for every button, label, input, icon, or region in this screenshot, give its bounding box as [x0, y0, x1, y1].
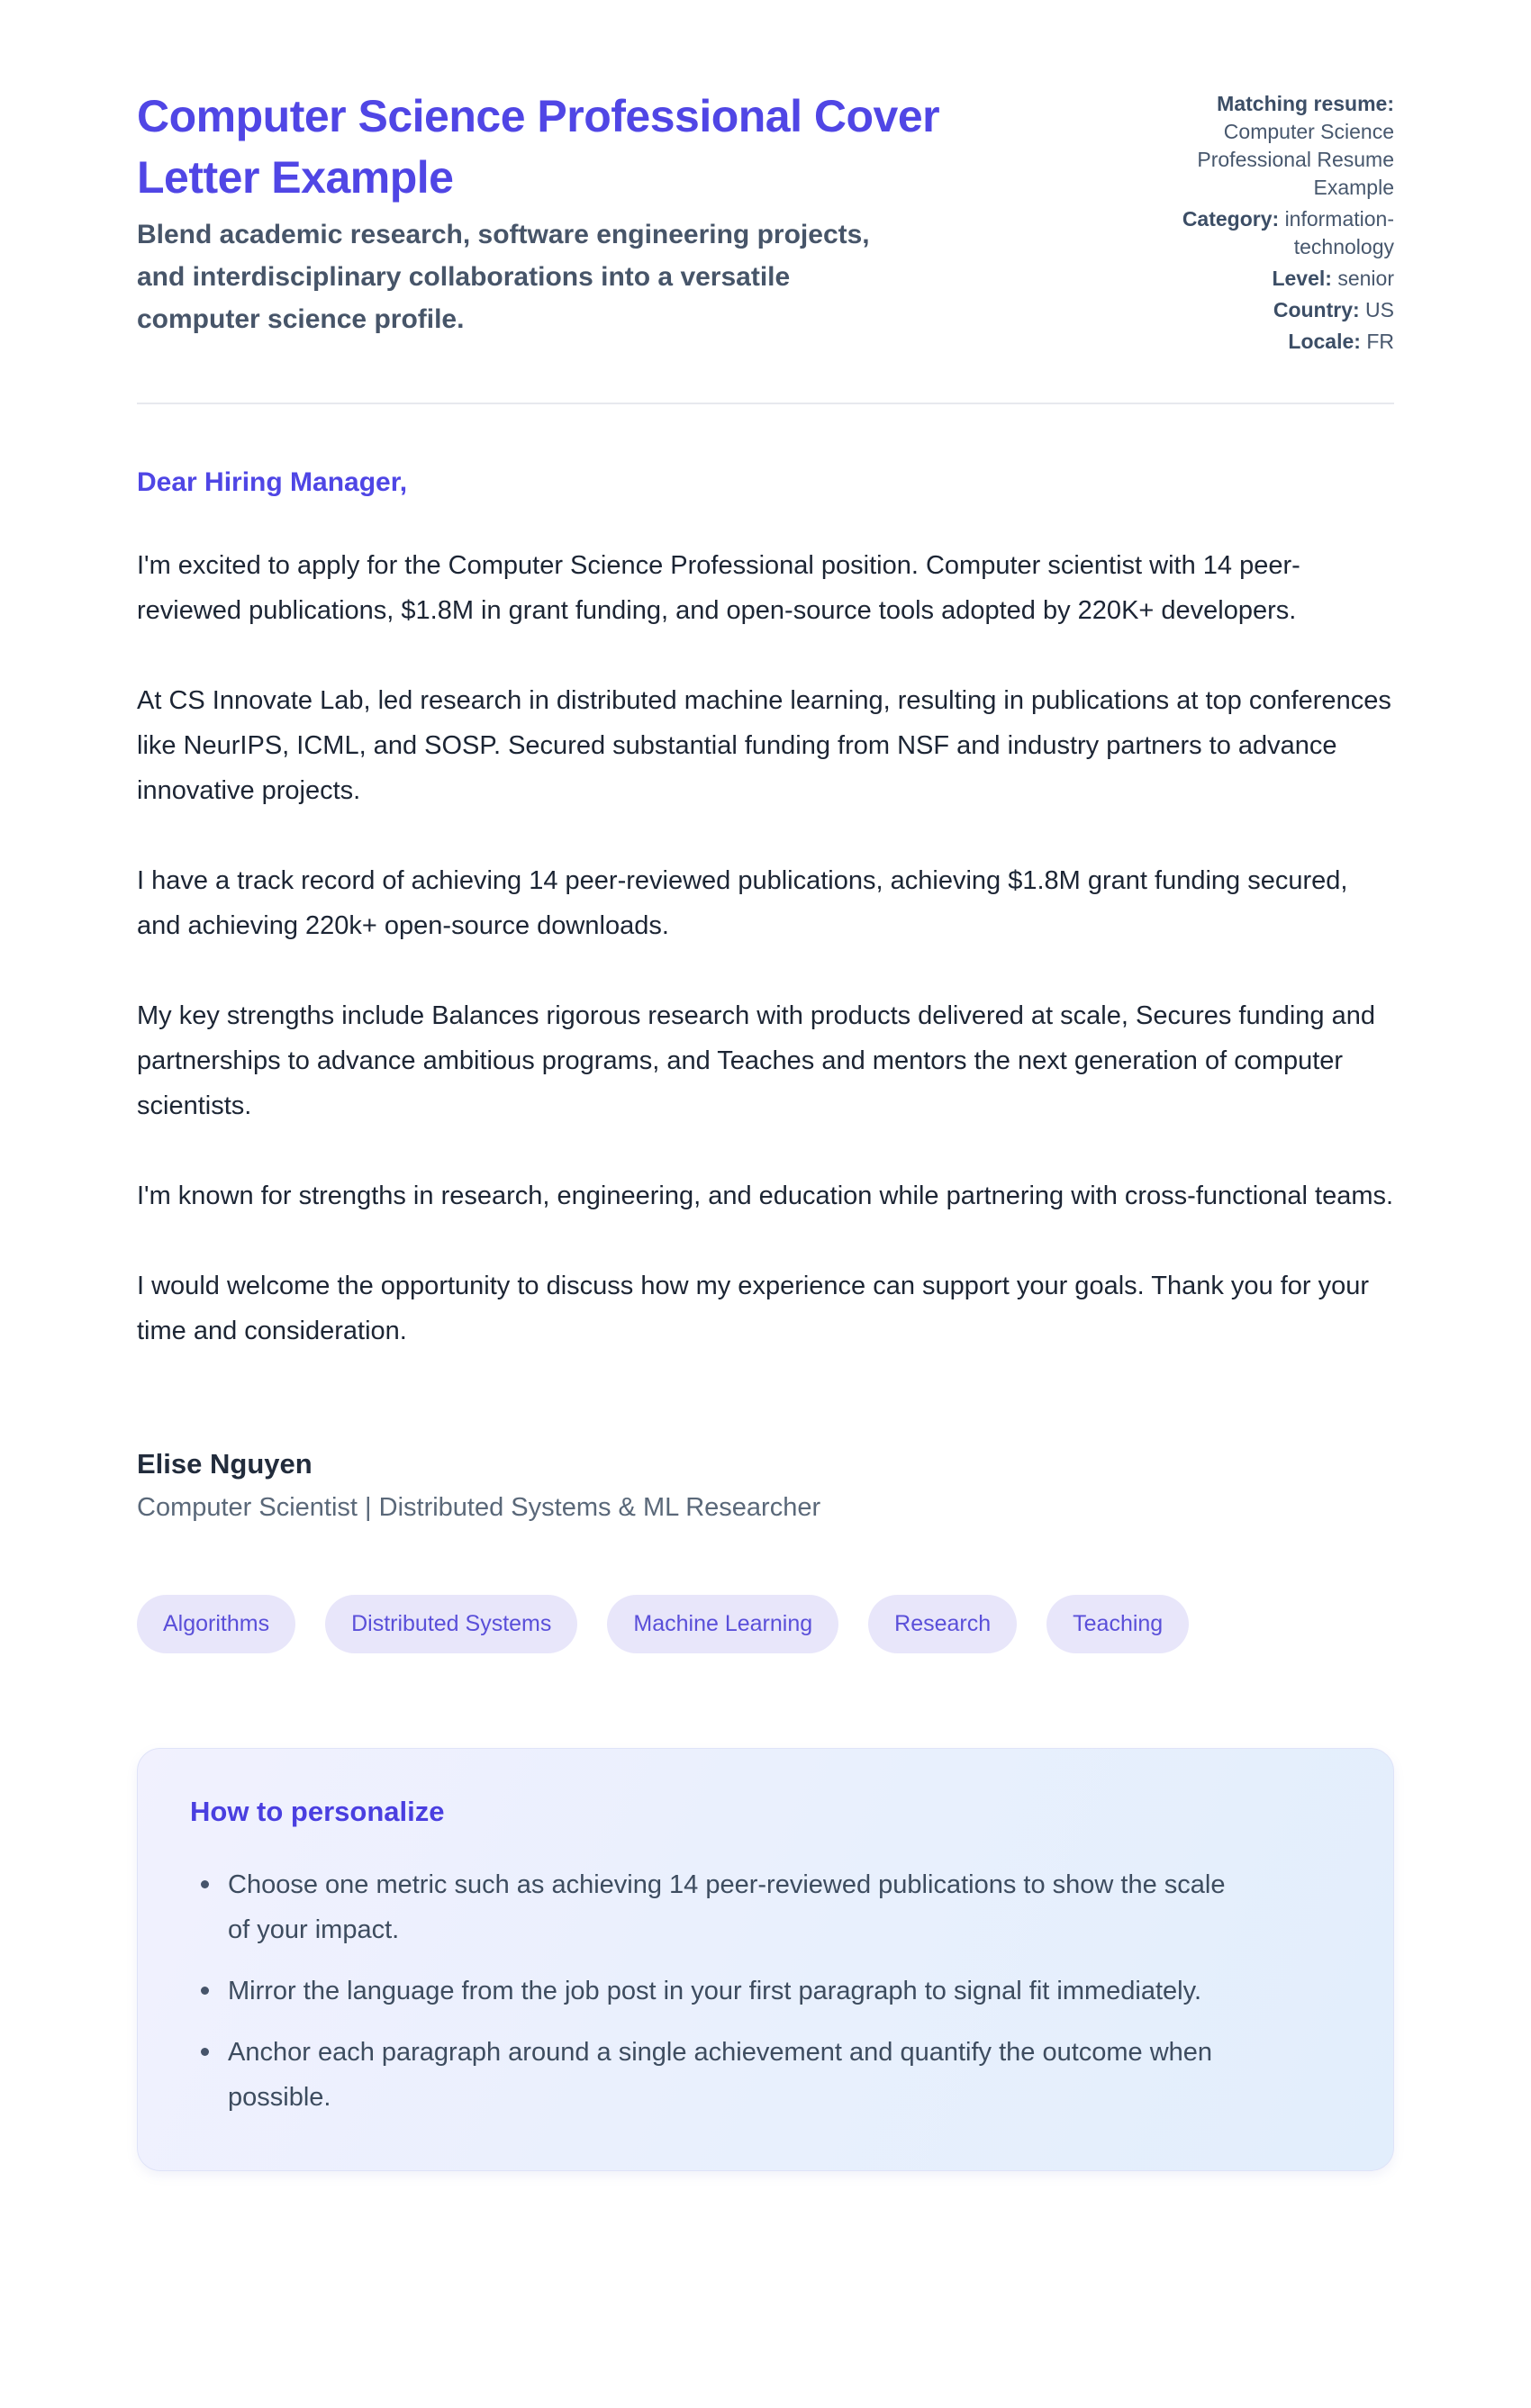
personalize-list — [190, 1862, 1341, 2120]
personalize-tip-2: Mirror the language from the job post in your first paragraph to signal fit immediately. — [190, 1969, 1253, 2014]
personalize-title: How to personalize — [190, 1796, 445, 1827]
letter-paragraph-4: My key strengths include Balances rigorous research with products delivered at scale, Secures funding and partnerships to advance ambitious programs, and Teaches and mentors the next generation of computer scientists. — [137, 1001, 1376, 1120]
meta-label: Level: — [1272, 267, 1332, 290]
header-divider — [137, 403, 1394, 404]
meta-level — [1124, 265, 1394, 293]
meta-matching-resume — [1124, 90, 1394, 202]
tag-chip-teaching[interactable]: Teaching — [1046, 1595, 1189, 1653]
letter-paragraph-1: I'm excited to apply for the Computer Science Professional position. Computer scientist with 14 peer-reviewed publications, $1.8M in grant funding, and open-source tools adopted by 220K+ developers. — [137, 551, 1300, 625]
meta-country — [1124, 296, 1394, 324]
tag-list — [137, 1595, 1394, 1653]
page-subtitle: Blend academic research, software engineering projects, and interdisciplinary collaborations into a versatile computer science profile. — [137, 220, 870, 334]
personalize-tip-1: Choose one metric such as achieving 14 peer-reviewed publications to show the scale of your impact. — [190, 1862, 1253, 1952]
letter-paragraph-5: I'm known for strengths in research, engineering, and education while partnering with cross-functional teams. — [137, 1181, 1394, 1210]
letter-paragraph-2: At CS Innovate Lab, led research in distributed machine learning, resulting in publications at top conferences like NeurIPS, ICML, and SOSP. Secured substantial funding from NSF and industry partners to advance innovative projects. — [137, 686, 1391, 805]
signature-role: Computer Scientist | Distributed Systems & ML Researcher — [137, 1493, 821, 1522]
tag-chip-algorithms[interactable]: Algorithms — [137, 1595, 295, 1653]
meta-value: US — [1365, 298, 1394, 321]
letter-paragraph-3: I have a track record of achieving 14 peer-reviewed publications, achieving $1.8M grant funding secured, and achieving 220k+ open-source downloads. — [137, 866, 1348, 940]
letter-paragraph-6: I would welcome the opportunity to discuss how my experience can support your goals. Thank you for your time and consideration. — [137, 1272, 1370, 1345]
tag-chip-distributed-systems[interactable]: Distributed Systems — [325, 1595, 577, 1653]
personalize-tip-3: Anchor each paragraph around a single achievement and quantify the outcome when possible. — [190, 2030, 1253, 2120]
meta-label: Category: — [1182, 207, 1280, 231]
meta-label: Country: — [1273, 298, 1360, 321]
tag-chip-research[interactable]: Research — [868, 1595, 1017, 1653]
page-title: Computer Science Professional Cover Letter Example — [137, 91, 940, 203]
resume-meta-panel — [1124, 90, 1394, 359]
meta-label: Matching resume: — [1217, 92, 1394, 115]
meta-value: information-technology — [1284, 207, 1394, 258]
letter-greeting: Dear Hiring Manager, — [137, 467, 408, 497]
header-title-block — [137, 86, 983, 340]
page-header — [137, 86, 1394, 359]
meta-value: Computer Science Professional Resume Example — [1197, 120, 1394, 199]
meta-locale — [1124, 328, 1394, 356]
meta-value: senior — [1337, 267, 1394, 290]
meta-category — [1124, 205, 1394, 261]
tag-chip-machine-learning[interactable]: Machine Learning — [607, 1595, 838, 1653]
meta-label: Locale: — [1288, 330, 1361, 353]
personalize-box — [137, 1748, 1394, 2171]
meta-value: FR — [1366, 330, 1394, 353]
signature-name: Elise Nguyen — [137, 1448, 313, 1480]
cover-letter-body — [137, 467, 1394, 1523]
